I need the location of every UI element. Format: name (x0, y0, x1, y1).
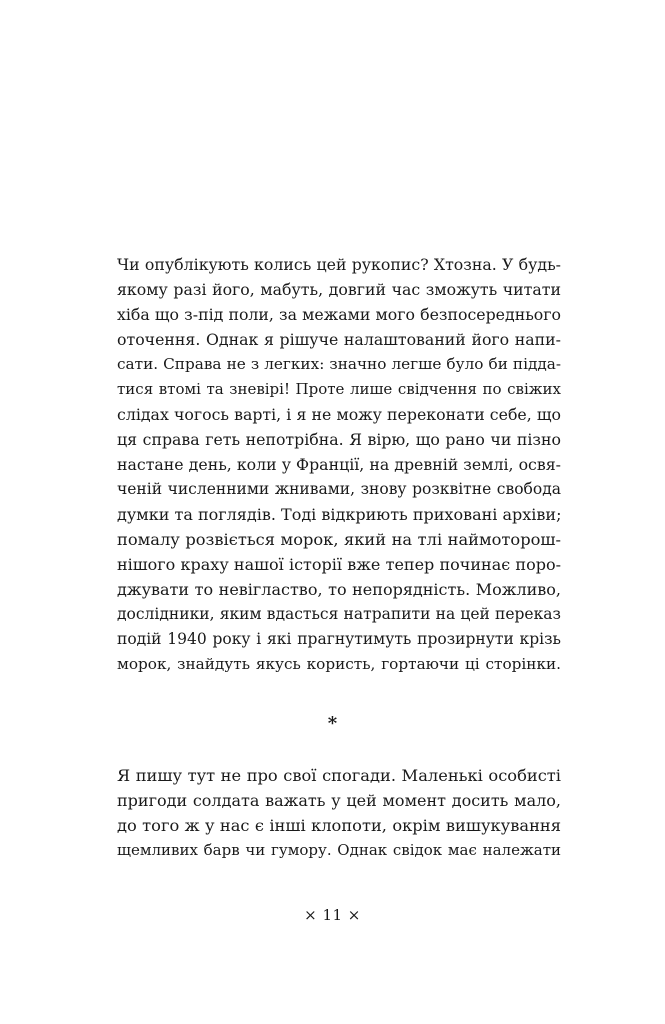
paragraph-line: ченій численними жнивами, знову розквітне свобода (117, 480, 561, 498)
paragraph-line: слідах чогось варті, і я не можу переконати себе, що (117, 405, 561, 424)
paragraph-line: настане день, коли у Франції, на древній землі, освя- (117, 455, 561, 474)
paragraph-line: помалу розвіється морок, який на тлі наймоторош- (117, 530, 561, 549)
paragraph-line: Я пишу тут не про свої спогади. Маленькі особисті (117, 766, 561, 785)
paragraph-line: морок, знайдуть якусь користь, гортаючи ці сторінки. (117, 655, 561, 673)
paragraph-line: ця справа геть непотрібна. Я вірю, що рано чи пізно (117, 430, 561, 449)
paragraph-line: оточення. Однак я рішуче налаштований його напи- (117, 330, 561, 349)
section-separator: * (327, 713, 338, 734)
page-number: × 11 × (304, 906, 361, 924)
paragraph-line: джувати то невігластво, то непорядність. Можливо, (117, 580, 561, 599)
paragraph-line: якому разі його, мабуть, довгий час зможуть читати (117, 280, 561, 299)
paragraph-line: Чи опублікують колись цей рукопис? Хтозна. У будь- (117, 255, 561, 274)
paragraph-line: тися втомі та зневірі! Проте лише свідчення по свіжих (117, 380, 561, 398)
paragraph-line: щемливих барв чи гумору. Однак свідок має належати (117, 841, 561, 859)
paragraph-line: нішого краху нашої історії вже тепер починає поро- (117, 555, 561, 574)
paragraph-1 (117, 252, 561, 677)
paragraph-line: думки та поглядів. Тоді відкриють приховані архіви; (117, 505, 562, 524)
paragraph-line: пригоди солдата важать у цей момент досить мало, (117, 791, 561, 810)
paragraph-line: подій 1940 року і які прагнутимуть прозирнути крізь (117, 630, 561, 648)
paragraph-line: до того ж у нас є інші клопоти, окрім вишукування (117, 816, 561, 835)
paragraph-line: сати. Справа не з легких: значно легше було би підда- (117, 355, 561, 373)
paragraph-line: хіба що з-під поли, за межами мого безпосереднього (117, 305, 561, 324)
paragraph-2 (117, 763, 561, 863)
paragraph-line: дослідники, яким вдасться натрапити на цей переказ (117, 605, 561, 623)
